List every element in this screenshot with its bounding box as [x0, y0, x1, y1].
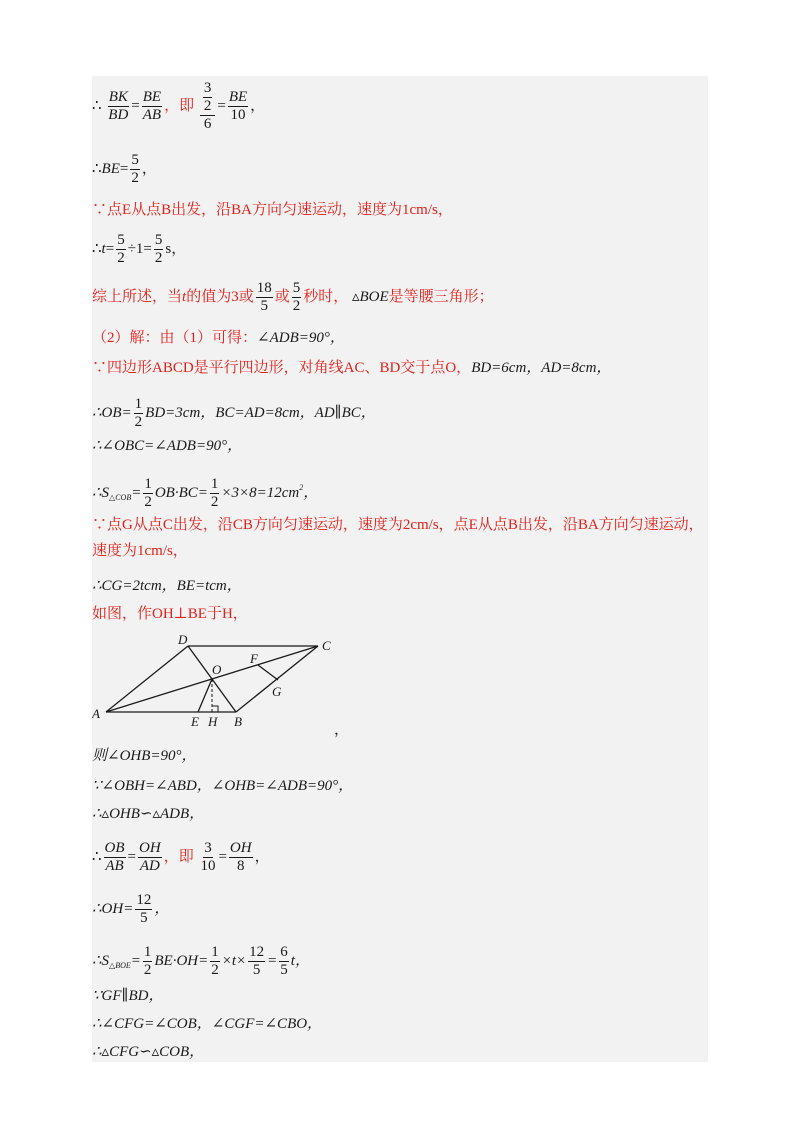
therefore: ∴ [92, 160, 102, 177]
line-5 [92, 280, 708, 315]
given-lengths: BD=6cm，AD=8cm， [471, 360, 612, 376]
numerator: 1 [210, 476, 219, 492]
numerator: 1 [144, 476, 152, 492]
var-t: t [182, 288, 187, 305]
fraction-1-2-b [210, 944, 220, 979]
denominator: 2 [210, 494, 219, 510]
denominator: 2 [203, 98, 212, 114]
denominator: 5 [252, 962, 261, 978]
part2-header: （2）解：由（1）可得： [92, 330, 258, 346]
fraction-be-ab [142, 89, 162, 124]
summary-text: 综上所述，当 [92, 288, 183, 305]
line-17 [92, 840, 708, 875]
line-10 [92, 476, 708, 511]
fraction-bk-bd [107, 89, 129, 124]
angle-expr: ∠ADB=90°， [257, 330, 345, 346]
denominator: 5 [260, 298, 268, 314]
numerator: OB [104, 840, 125, 856]
premise-text: ∵四边形ABCD是平行四边形，对角线AC、BD交于点O， [92, 360, 472, 376]
numerator: 12 [136, 892, 152, 908]
therefore: ∴ [92, 848, 102, 865]
label-h: H [208, 714, 218, 729]
numerator: 3 [204, 840, 212, 856]
fraction-be-10 [228, 89, 248, 124]
right-angle-mark [212, 706, 218, 712]
fraction-ob-ab [104, 840, 126, 875]
var-t: t [101, 240, 106, 257]
denominator: 2 [134, 414, 143, 430]
numerator: 5 [131, 152, 139, 168]
line-9: ∴∠OBC=∠ADB=90°， [92, 438, 243, 454]
area-symbol: ∴S [92, 484, 110, 501]
product-expr: OB·BC= [154, 484, 208, 501]
denominator: 2 [144, 494, 152, 510]
fraction-5-2-a [116, 232, 126, 267]
denominator: 2 [143, 962, 152, 978]
line-19 [92, 944, 708, 979]
equals: = [267, 952, 278, 969]
fraction-5-2 [130, 152, 140, 187]
area-result: ×3×8=12cm [221, 484, 300, 501]
figure-trailing-comma: ， [334, 722, 350, 738]
times-t: ×t× [221, 952, 247, 969]
label-c: C [322, 638, 331, 653]
line-6 [92, 328, 708, 348]
fraction-3-2 [203, 80, 213, 115]
fraction-oh-8 [229, 840, 253, 875]
numerator: 18 [256, 280, 272, 296]
numerator: OH [139, 840, 161, 856]
denominator: AD [139, 858, 160, 874]
summary-text: 是等腰三角形； [388, 288, 494, 305]
result-t: t， [290, 952, 310, 969]
therefore: ∴ [92, 97, 102, 114]
denominator: AB [142, 107, 162, 123]
numerator: 5 [292, 280, 301, 296]
numerator: 1 [134, 396, 143, 412]
fraction-oh-ad [138, 840, 162, 875]
line-21: ∴∠CFG=∠COB，∠CGF=∠CBO， [92, 1016, 323, 1032]
ob-expr: ∴OB= [92, 404, 132, 421]
divide-expr: ÷1= [127, 240, 152, 257]
line-8 [92, 396, 708, 431]
fraction-5-2 [292, 280, 302, 315]
right-angle-statement: 则∠OHB=90°， [92, 748, 197, 764]
comma: ， [141, 160, 157, 177]
denominator: 10 [230, 107, 246, 123]
equals: = [130, 952, 141, 969]
product-expr: BE·OH= [154, 952, 209, 969]
label-a: A [92, 706, 100, 721]
var-be: BE [101, 160, 120, 177]
numerator: BK [108, 89, 128, 105]
denominator: 2 [117, 250, 125, 266]
line-18 [92, 892, 708, 927]
line-2 [92, 152, 708, 187]
fraction-12-5 [248, 944, 265, 979]
numerator: 3 [203, 80, 212, 96]
equals: = [131, 484, 142, 501]
fraction-1-2 [134, 396, 144, 431]
summary-text: 的值为3或 [186, 288, 254, 305]
denominator: AB [105, 858, 124, 874]
denominator: 6 [203, 116, 212, 132]
comma: ， [250, 97, 266, 114]
line-12: ∴CG=2tcm，BE=tcm， [92, 578, 242, 594]
line-22: ∴▵CFG∽▵COB， [92, 1044, 205, 1060]
line-15: ∵∠OBH=∠ABD，∠OHB=∠ADB=90°， [92, 778, 354, 794]
denominator: 8 [237, 858, 245, 874]
line-1: ∴ $\frac{BK}{BD}$ = $\frac{BE}{AB}$ ，即 $\frac{\frac{3}{2}}{6}$ = $\frac{BE}{10}$ ， [92, 80, 266, 132]
line-4 [92, 232, 708, 267]
label-b: B [234, 714, 242, 729]
unit: s， [165, 240, 187, 257]
triangle-boe: ▵BOE [351, 288, 389, 305]
or-text: 或 [274, 288, 290, 305]
fraction-18-5 [256, 280, 273, 315]
denominator: 2 [211, 962, 219, 978]
equals: = [105, 240, 115, 257]
label-f: F [250, 651, 258, 666]
therefore: ∴ [92, 240, 102, 257]
line-7 [92, 358, 708, 378]
equals: = [127, 848, 137, 865]
denominator: 10 [200, 858, 216, 874]
numerator: 6 [280, 944, 288, 960]
comma: ， [303, 484, 319, 501]
denominator: 5 [280, 962, 288, 978]
numerator: 5 [154, 232, 163, 248]
equals: = [218, 848, 227, 865]
fraction-1-2-a [143, 944, 153, 979]
line-16: ∴▵OHB∽▵ADB， [92, 806, 205, 822]
fraction-1-2-a [143, 476, 153, 511]
ji-text: ，即 [164, 97, 195, 114]
numerator: 5 [117, 232, 125, 248]
denominator: 2 [131, 170, 139, 186]
label-g: G [272, 684, 282, 699]
comma: ， [154, 900, 170, 917]
equals: = [119, 160, 129, 177]
area-subscript: △COB [109, 492, 132, 502]
numerator: OH [229, 840, 252, 856]
area-symbol: ∴S [92, 952, 110, 969]
line-11: ∵点G从点C出发，沿CB方向匀速运动，速度为2cm/s，点E从点B出发，沿BA方向匀速运动，速度为1cm/s， [92, 517, 704, 559]
denominator: 2 [154, 250, 163, 266]
label-e: E [191, 714, 199, 729]
label-d: D [178, 632, 188, 647]
geometry-figure [92, 630, 372, 740]
numerator [200, 80, 216, 116]
fraction-3-10 [199, 840, 216, 875]
line-14 [92, 746, 708, 766]
line-20: ∵GF∥BD， [92, 988, 164, 1004]
fraction-nested [200, 80, 216, 133]
segment-oe [198, 679, 212, 712]
comma: ， [254, 848, 270, 865]
line-3: ∵点E从点B出发，沿BA方向匀速运动，速度为1cm/s， [92, 202, 453, 218]
fraction-12-5 [135, 892, 152, 927]
numerator: 1 [211, 944, 219, 960]
denominator: 2 [292, 298, 301, 314]
edge-ad [106, 646, 188, 712]
segment-gf [258, 665, 278, 680]
numerator: 1 [143, 944, 152, 960]
label-o: O [212, 662, 222, 677]
fraction-6-5 [279, 944, 289, 979]
bd-expr: BD=3cm，BC=AD=8cm，AD∥BC， [145, 404, 376, 421]
area-subscript: △BOE [109, 960, 131, 970]
fraction-5-2-b [154, 232, 164, 267]
denominator: BD [108, 107, 129, 123]
numerator: BE [228, 89, 248, 105]
squared: 2 [299, 482, 304, 492]
oh-expr: ∴OH= [92, 900, 134, 917]
ji-text: ，即 [163, 848, 194, 865]
line-13: 如图，作OH⊥BE于H， [92, 606, 248, 622]
denominator: 5 [140, 910, 148, 926]
numerator: BE [142, 89, 162, 105]
summary-text: 秒时， [303, 288, 349, 305]
fraction-1-2-b [210, 476, 220, 511]
numerator: 12 [249, 944, 265, 960]
